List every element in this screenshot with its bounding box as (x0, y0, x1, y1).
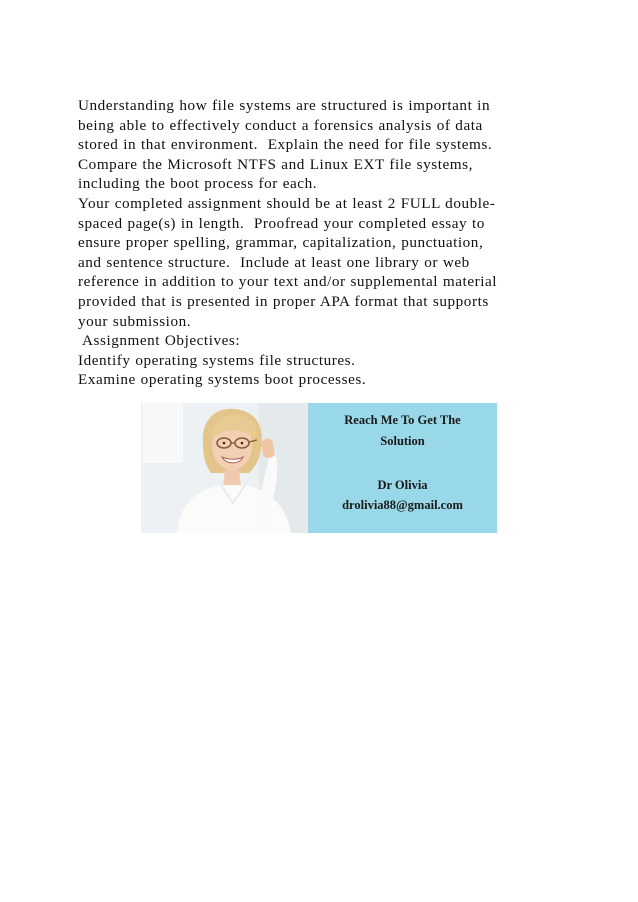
woman-illustration (141, 403, 308, 533)
promo-subheadline: Solution (380, 434, 425, 448)
text-line: spaced page(s) in length. Proofread your completed essay to (78, 214, 485, 232)
text-line: Your completed assignment should be at least 2 FULL double- (78, 194, 496, 212)
text-line: including the boot process for each. (78, 175, 318, 193)
text-line: stored in that environment. Explain the need for file systems. (78, 136, 493, 154)
promo-headline: Reach Me To Get The (344, 413, 461, 427)
contact-banner (141, 403, 497, 533)
text-line: Examine operating systems boot processes. (78, 371, 367, 389)
contact-name: Dr Olivia (377, 478, 428, 492)
text-line: and sentence structure. Include at least one library or web (78, 253, 470, 271)
contact-email[interactable]: drolivia88@gmail.com (342, 498, 463, 512)
text-line: your submission. (78, 312, 192, 330)
text-line: Assignment Objectives: (78, 332, 241, 350)
assignment-text (78, 96, 568, 390)
text-line: ensure proper spelling, grammar, capitalization, punctuation, (78, 234, 484, 252)
text-line: being able to effectively conduct a forensics analysis of data (78, 116, 483, 134)
text-line: reference in addition to your text and/or supplemental material (78, 273, 498, 291)
text-line: Identify operating systems file structures. (78, 351, 356, 369)
promo-panel (308, 403, 497, 533)
text-line: Understanding how file systems are structured is important in (78, 97, 491, 114)
tutor-photo (141, 403, 308, 533)
text-line: Compare the Microsoft NTFS and Linux EXT file systems, (78, 155, 473, 173)
text-line: provided that is presented in proper APA format that supports (78, 292, 489, 310)
